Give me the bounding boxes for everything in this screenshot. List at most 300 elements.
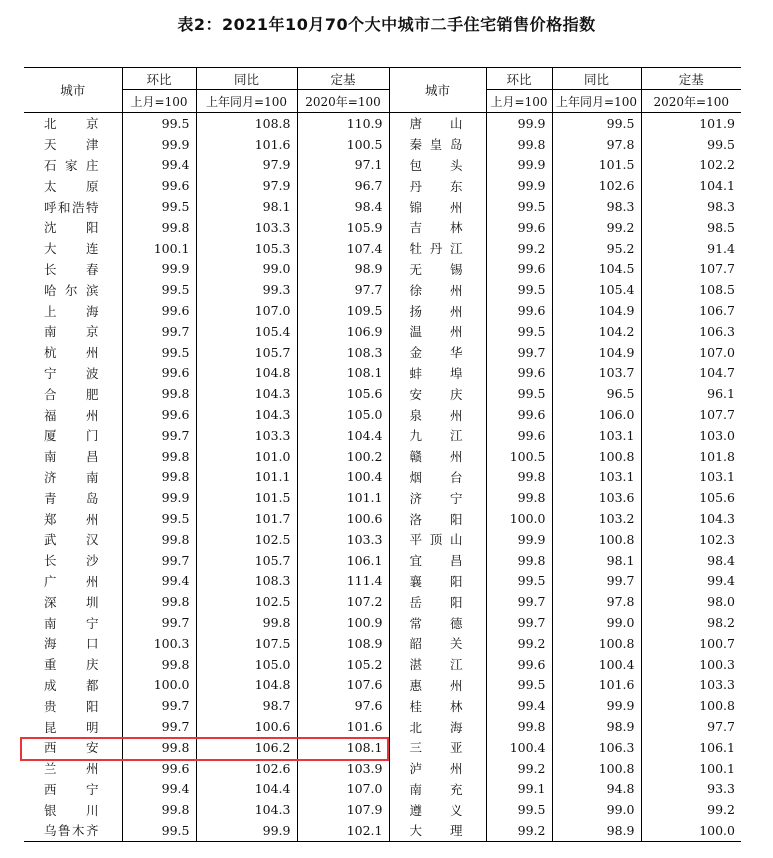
- mom-cell: 99.7: [122, 425, 196, 446]
- fixed-cell: 100.0: [641, 820, 741, 841]
- table-row: [24, 675, 741, 696]
- fixed-cell: 99.2: [641, 799, 741, 820]
- yoy-cell: 100.6: [196, 716, 297, 737]
- yoy-cell: 97.9: [196, 155, 297, 176]
- yoy-cell: 105.7: [196, 550, 297, 571]
- city-cell: 三亚: [389, 737, 486, 758]
- mom-cell: 99.7: [122, 321, 196, 342]
- fixed-cell: 100.7: [641, 633, 741, 654]
- city-cell: 银川: [24, 799, 122, 820]
- fixed-cell: 97.7: [297, 279, 389, 300]
- mom-cell: 99.5: [486, 799, 552, 820]
- yoy-cell: 106.0: [552, 404, 641, 425]
- yoy-cell: 106.2: [196, 737, 297, 758]
- fixed-cell: 105.2: [297, 654, 389, 675]
- table-row: [24, 321, 741, 342]
- mom-cell: 99.8: [122, 446, 196, 467]
- table-row: [24, 425, 741, 446]
- mom-cell: 99.8: [122, 217, 196, 238]
- yoy-cell: 102.6: [196, 758, 297, 779]
- yoy-cell: 99.2: [552, 217, 641, 238]
- fixed-cell: 102.2: [641, 155, 741, 176]
- city-cell: 武汉: [24, 529, 122, 550]
- mom-cell: 99.7: [486, 342, 552, 363]
- yoy-cell: 108.3: [196, 571, 297, 592]
- city-cell: 合肥: [24, 383, 122, 404]
- city-cell: 韶关: [389, 633, 486, 654]
- yoy-cell: 100.8: [552, 529, 641, 550]
- fixed-base-header: 2020年=100: [297, 90, 389, 113]
- yoy-cell: 104.9: [552, 342, 641, 363]
- city-cell: 深圳: [24, 591, 122, 612]
- yoy-cell: 99.5: [552, 113, 641, 134]
- fixed-cell: 100.8: [641, 695, 741, 716]
- fixed-cell: 101.9: [641, 113, 741, 134]
- city-cell: 青岛: [24, 487, 122, 508]
- city-cell: 丹东: [389, 175, 486, 196]
- table-row: [24, 404, 741, 425]
- city-cell: 北京: [24, 113, 122, 134]
- fixed-cell: 101.6: [297, 716, 389, 737]
- mom-cell: 99.5: [122, 196, 196, 217]
- fixed-cell: 99.5: [641, 134, 741, 155]
- fixed-cell: 100.3: [641, 654, 741, 675]
- mom-cell: 99.6: [122, 300, 196, 321]
- yoy-cell: 104.4: [196, 779, 297, 800]
- city-cell: 重庆: [24, 654, 122, 675]
- yoy-header: 同比: [196, 68, 297, 90]
- yoy-cell: 103.1: [552, 467, 641, 488]
- yoy-cell: 102.6: [552, 175, 641, 196]
- yoy-cell: 99.8: [196, 612, 297, 633]
- city-cell: 长沙: [24, 550, 122, 571]
- yoy-cell: 105.7: [196, 342, 297, 363]
- mom-cell: 99.8: [486, 467, 552, 488]
- table-body: [24, 113, 741, 842]
- table-row: [24, 758, 741, 779]
- city-cell: 济南: [24, 467, 122, 488]
- yoy-cell: 97.8: [552, 134, 641, 155]
- city-cell: 惠州: [389, 675, 486, 696]
- table-row: [24, 279, 741, 300]
- mom-cell: 99.4: [122, 155, 196, 176]
- table-row: [24, 737, 741, 758]
- table-row: [24, 238, 741, 259]
- city-cell: 石家庄: [24, 155, 122, 176]
- mom-cell: 99.2: [486, 633, 552, 654]
- yoy-cell: 98.1: [552, 550, 641, 571]
- city-cell: 太原: [24, 175, 122, 196]
- fixed-cell: 102.1: [297, 820, 389, 841]
- yoy-cell: 95.2: [552, 238, 641, 259]
- yoy-cell: 99.9: [552, 695, 641, 716]
- city-cell: 安庆: [389, 383, 486, 404]
- fixed-cell: 93.3: [641, 779, 741, 800]
- city-cell: 长春: [24, 259, 122, 280]
- table-row: [24, 571, 741, 592]
- fixed-cell: 100.5: [297, 134, 389, 155]
- table-row: [24, 217, 741, 238]
- mom-cell: 99.6: [486, 425, 552, 446]
- table-row: [24, 342, 741, 363]
- mom-cell: 99.4: [486, 695, 552, 716]
- mom-cell: 100.1: [122, 238, 196, 259]
- yoy-cell: 98.7: [196, 695, 297, 716]
- city-cell: 乌鲁木齐: [24, 820, 122, 841]
- fixed-cell: 107.0: [641, 342, 741, 363]
- city-cell: 无锡: [389, 259, 486, 280]
- city-cell: 昆明: [24, 716, 122, 737]
- mom-cell: 99.6: [122, 758, 196, 779]
- city-cell: 成都: [24, 675, 122, 696]
- fixed-cell: 107.0: [297, 779, 389, 800]
- city-cell: 徐州: [389, 279, 486, 300]
- mom-cell: 99.8: [122, 591, 196, 612]
- yoy-cell: 104.2: [552, 321, 641, 342]
- fixed-cell: 100.6: [297, 508, 389, 529]
- city-cell: 呼和浩特: [24, 196, 122, 217]
- table-row: [24, 363, 741, 384]
- mom-cell: 99.7: [122, 695, 196, 716]
- mom-base-header: 上月=100: [122, 90, 196, 113]
- mom-cell: 99.6: [122, 175, 196, 196]
- mom-cell: 100.0: [486, 508, 552, 529]
- yoy-cell: 96.5: [552, 383, 641, 404]
- fixed-cell: 98.0: [641, 591, 741, 612]
- city-header: 城市: [389, 68, 486, 113]
- city-cell: 南充: [389, 779, 486, 800]
- yoy-cell: 106.3: [552, 737, 641, 758]
- city-cell: 福州: [24, 404, 122, 425]
- yoy-cell: 104.8: [196, 363, 297, 384]
- mom-header: 环比: [122, 68, 196, 90]
- fixed-cell: 104.7: [641, 363, 741, 384]
- table-row: [24, 550, 741, 571]
- city-cell: 常德: [389, 612, 486, 633]
- fixed-cell: 103.3: [641, 675, 741, 696]
- city-cell: 北海: [389, 716, 486, 737]
- fixed-cell: 97.7: [641, 716, 741, 737]
- city-cell: 赣州: [389, 446, 486, 467]
- table-row: [24, 487, 741, 508]
- table-row: [24, 155, 741, 176]
- mom-header: 环比: [486, 68, 552, 90]
- city-cell: 桂林: [389, 695, 486, 716]
- city-cell: 唐山: [389, 113, 486, 134]
- table-row: [24, 799, 741, 820]
- table-row: [24, 467, 741, 488]
- table-row: [24, 529, 741, 550]
- city-cell: 西安: [24, 737, 122, 758]
- city-header: 城市: [24, 68, 122, 113]
- mom-cell: 99.6: [486, 654, 552, 675]
- yoy-cell: 108.8: [196, 113, 297, 134]
- mom-cell: 99.7: [122, 612, 196, 633]
- mom-cell: 99.8: [122, 383, 196, 404]
- yoy-cell: 104.5: [552, 259, 641, 280]
- city-cell: 洛阳: [389, 508, 486, 529]
- table-row: [24, 695, 741, 716]
- fixed-cell: 103.3: [297, 529, 389, 550]
- yoy-cell: 105.0: [196, 654, 297, 675]
- city-cell: 南昌: [24, 446, 122, 467]
- city-cell: 兰州: [24, 758, 122, 779]
- fixed-cell: 98.2: [641, 612, 741, 633]
- yoy-cell: 104.9: [552, 300, 641, 321]
- yoy-cell: 104.3: [196, 404, 297, 425]
- fixed-cell: 108.1: [297, 363, 389, 384]
- yoy-cell: 101.6: [552, 675, 641, 696]
- yoy-cell: 100.8: [552, 758, 641, 779]
- fixed-cell: 104.1: [641, 175, 741, 196]
- city-cell: 锦州: [389, 196, 486, 217]
- mom-cell: 99.6: [486, 217, 552, 238]
- fixed-cell: 107.7: [641, 259, 741, 280]
- yoy-cell: 98.9: [552, 820, 641, 841]
- yoy-cell: 97.8: [552, 591, 641, 612]
- city-cell: 宁波: [24, 363, 122, 384]
- fixed-cell: 101.1: [297, 487, 389, 508]
- mom-cell: 99.5: [122, 820, 196, 841]
- mom-cell: 99.8: [486, 716, 552, 737]
- yoy-cell: 99.0: [196, 259, 297, 280]
- city-cell: 泸州: [389, 758, 486, 779]
- city-cell: 泉州: [389, 404, 486, 425]
- mom-cell: 99.8: [122, 737, 196, 758]
- fixed-cell: 107.6: [297, 675, 389, 696]
- mom-cell: 99.6: [486, 259, 552, 280]
- mom-cell: 99.8: [122, 529, 196, 550]
- yoy-cell: 104.3: [196, 383, 297, 404]
- mom-cell: 99.9: [486, 175, 552, 196]
- fixed-cell: 102.3: [641, 529, 741, 550]
- city-cell: 南宁: [24, 612, 122, 633]
- city-cell: 大连: [24, 238, 122, 259]
- mom-cell: 99.1: [486, 779, 552, 800]
- table-row: [24, 820, 741, 841]
- city-cell: 襄阳: [389, 571, 486, 592]
- fixed-cell: 105.6: [641, 487, 741, 508]
- yoy-cell: 103.7: [552, 363, 641, 384]
- fixed-cell: 107.4: [297, 238, 389, 259]
- city-cell: 宜昌: [389, 550, 486, 571]
- yoy-cell: 99.9: [196, 820, 297, 841]
- table-row: [24, 300, 741, 321]
- mom-cell: 100.5: [486, 446, 552, 467]
- table-row: [24, 654, 741, 675]
- city-cell: 贵阳: [24, 695, 122, 716]
- city-cell: 金华: [389, 342, 486, 363]
- fixed-cell: 105.9: [297, 217, 389, 238]
- fixed-cell: 106.1: [641, 737, 741, 758]
- fixed-cell: 100.4: [297, 467, 389, 488]
- mom-cell: 100.4: [486, 737, 552, 758]
- city-cell: 扬州: [389, 300, 486, 321]
- fixed-cell: 98.5: [641, 217, 741, 238]
- mom-cell: 99.6: [122, 363, 196, 384]
- fixed-cell: 96.1: [641, 383, 741, 404]
- fixed-cell: 91.4: [641, 238, 741, 259]
- fixed-cell: 99.4: [641, 571, 741, 592]
- city-cell: 上海: [24, 300, 122, 321]
- fixed-cell: 109.5: [297, 300, 389, 321]
- mom-cell: 99.9: [122, 487, 196, 508]
- fixed-cell: 106.3: [641, 321, 741, 342]
- fixed-cell: 110.9: [297, 113, 389, 134]
- city-cell: 平顶山: [389, 529, 486, 550]
- fixed-cell: 108.1: [297, 737, 389, 758]
- city-cell: 牡丹江: [389, 238, 486, 259]
- table-row: [24, 446, 741, 467]
- mom-cell: 99.6: [486, 300, 552, 321]
- mom-cell: 99.2: [486, 820, 552, 841]
- city-cell: 九江: [389, 425, 486, 446]
- mom-cell: 99.8: [122, 799, 196, 820]
- mom-cell: 99.5: [122, 342, 196, 363]
- table-row: [24, 716, 741, 737]
- table-row: [24, 612, 741, 633]
- city-cell: 厦门: [24, 425, 122, 446]
- mom-cell: 99.5: [486, 571, 552, 592]
- yoy-cell: 105.4: [196, 321, 297, 342]
- mom-cell: 100.0: [122, 675, 196, 696]
- yoy-cell: 98.9: [552, 716, 641, 737]
- fixed-cell: 105.6: [297, 383, 389, 404]
- fixed-cell: 98.9: [297, 259, 389, 280]
- fixed-cell: 106.7: [641, 300, 741, 321]
- city-cell: 沈阳: [24, 217, 122, 238]
- mom-cell: 99.5: [486, 196, 552, 217]
- city-cell: 秦皇岛: [389, 134, 486, 155]
- city-cell: 包头: [389, 155, 486, 176]
- yoy-cell: 100.8: [552, 633, 641, 654]
- mom-cell: 99.7: [122, 550, 196, 571]
- yoy-cell: 101.0: [196, 446, 297, 467]
- fixed-cell: 96.7: [297, 175, 389, 196]
- mom-cell: 99.7: [486, 591, 552, 612]
- yoy-cell: 101.7: [196, 508, 297, 529]
- fixed-cell: 108.3: [297, 342, 389, 363]
- yoy-cell: 98.1: [196, 196, 297, 217]
- table-row: [24, 259, 741, 280]
- yoy-cell: 99.0: [552, 799, 641, 820]
- fixed-cell: 97.6: [297, 695, 389, 716]
- fixed-cell: 103.9: [297, 758, 389, 779]
- yoy-cell: 100.8: [552, 446, 641, 467]
- yoy-header: 同比: [552, 68, 641, 90]
- fixed-cell: 106.9: [297, 321, 389, 342]
- mom-cell: 99.5: [486, 383, 552, 404]
- fixed-cell: 104.4: [297, 425, 389, 446]
- mom-cell: 99.2: [486, 238, 552, 259]
- fixed-cell: 98.4: [297, 196, 389, 217]
- yoy-cell: 103.6: [552, 487, 641, 508]
- mom-cell: 99.4: [122, 779, 196, 800]
- yoy-cell: 105.3: [196, 238, 297, 259]
- city-cell: 西宁: [24, 779, 122, 800]
- yoy-cell: 99.3: [196, 279, 297, 300]
- mom-cell: 99.8: [486, 550, 552, 571]
- fixed-cell: 101.8: [641, 446, 741, 467]
- mom-cell: 99.6: [122, 404, 196, 425]
- mom-cell: 99.8: [122, 654, 196, 675]
- fixed-cell: 108.9: [297, 633, 389, 654]
- fixed-cell: 98.3: [641, 196, 741, 217]
- yoy-cell: 99.0: [552, 612, 641, 633]
- mom-cell: 99.8: [486, 487, 552, 508]
- fixed-cell: 100.2: [297, 446, 389, 467]
- fixed-cell: 108.5: [641, 279, 741, 300]
- fixed-cell: 100.1: [641, 758, 741, 779]
- fixed-cell: 105.0: [297, 404, 389, 425]
- yoy-cell: 101.5: [196, 487, 297, 508]
- fixed-header: 定基: [641, 68, 741, 90]
- fixed-cell: 107.7: [641, 404, 741, 425]
- mom-cell: 99.8: [486, 134, 552, 155]
- fixed-cell: 111.4: [297, 571, 389, 592]
- city-cell: 温州: [389, 321, 486, 342]
- mom-cell: 100.3: [122, 633, 196, 654]
- price-index-table: [24, 67, 741, 842]
- mom-cell: 99.9: [122, 134, 196, 155]
- table-row: [24, 175, 741, 196]
- mom-cell: 99.9: [486, 113, 552, 134]
- city-cell: 吉林: [389, 217, 486, 238]
- yoy-cell: 97.9: [196, 175, 297, 196]
- fixed-base-header: 2020年=100: [641, 90, 741, 113]
- yoy-cell: 94.8: [552, 779, 641, 800]
- mom-cell: 99.5: [122, 279, 196, 300]
- table-row: [24, 383, 741, 404]
- yoy-cell: 107.0: [196, 300, 297, 321]
- yoy-cell: 104.3: [196, 799, 297, 820]
- yoy-cell: 103.3: [196, 217, 297, 238]
- yoy-base-header: 上年同月=100: [552, 90, 641, 113]
- city-cell: 广州: [24, 571, 122, 592]
- yoy-cell: 103.1: [552, 425, 641, 446]
- table-row: [24, 779, 741, 800]
- city-cell: 海口: [24, 633, 122, 654]
- yoy-cell: 100.4: [552, 654, 641, 675]
- mom-cell: 99.9: [486, 155, 552, 176]
- mom-cell: 99.4: [122, 571, 196, 592]
- mom-cell: 99.7: [122, 716, 196, 737]
- fixed-cell: 103.1: [641, 467, 741, 488]
- table-row: [24, 113, 741, 134]
- fixed-cell: 103.0: [641, 425, 741, 446]
- table-row: [24, 134, 741, 155]
- yoy-cell: 101.6: [196, 134, 297, 155]
- yoy-cell: 103.2: [552, 508, 641, 529]
- yoy-base-header: 上年同月=100: [196, 90, 297, 113]
- yoy-cell: 98.3: [552, 196, 641, 217]
- mom-cell: 99.9: [486, 529, 552, 550]
- mom-cell: 99.9: [122, 259, 196, 280]
- yoy-cell: 99.7: [552, 571, 641, 592]
- fixed-cell: 107.9: [297, 799, 389, 820]
- fixed-cell: 97.1: [297, 155, 389, 176]
- city-cell: 哈尔滨: [24, 279, 122, 300]
- mom-cell: 99.5: [486, 321, 552, 342]
- mom-base-header: 上月=100: [486, 90, 552, 113]
- table-row: [24, 508, 741, 529]
- city-cell: 南京: [24, 321, 122, 342]
- yoy-cell: 102.5: [196, 591, 297, 612]
- fixed-cell: 104.3: [641, 508, 741, 529]
- yoy-cell: 101.1: [196, 467, 297, 488]
- mom-cell: 99.8: [122, 467, 196, 488]
- table-row: [24, 196, 741, 217]
